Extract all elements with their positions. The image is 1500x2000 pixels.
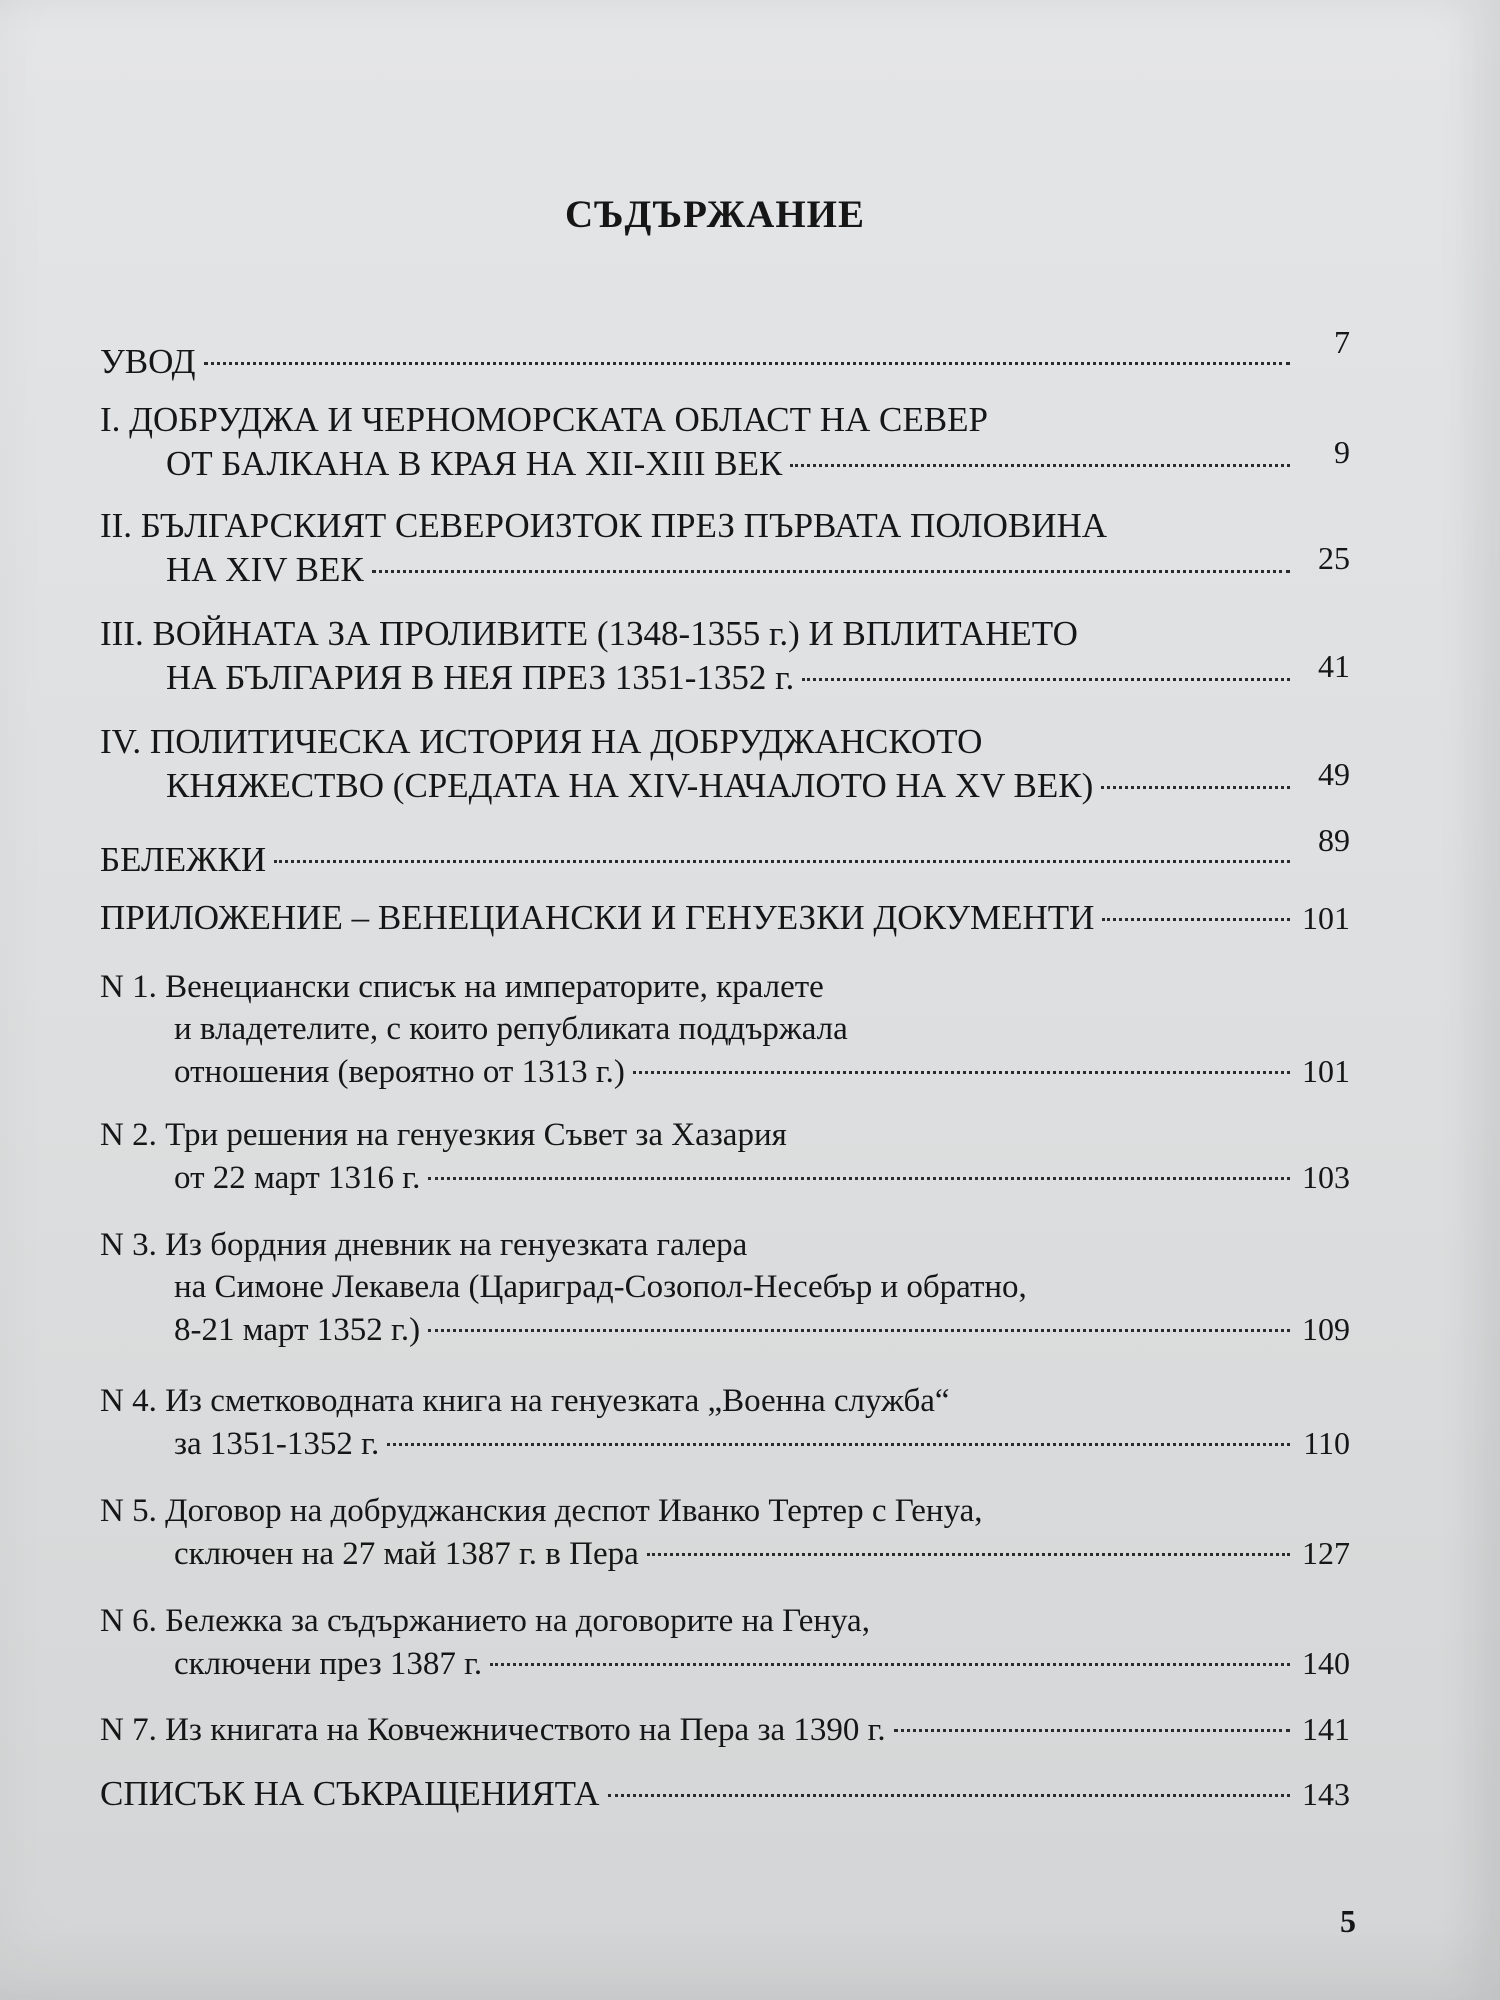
toc-page-number: 7 [1334, 324, 1350, 360]
toc-entry-title: N 6. Бележка за съдържанието на договорите на Генуа, [100, 1603, 870, 1639]
toc-line [100, 1490, 1350, 1532]
toc-line [100, 1156, 1350, 1199]
dot-leader [1102, 918, 1290, 921]
toc-page-number: 9 [1334, 434, 1350, 470]
dot-leader [633, 1071, 1290, 1074]
toc-page-number: 101 [1302, 1053, 1350, 1089]
toc-entry-chapter-2[interactable] [100, 504, 1350, 592]
toc-entry-title-continued: НА XIV ВЕК [166, 550, 364, 589]
toc-line [100, 504, 1350, 548]
dot-leader [490, 1663, 1290, 1666]
toc-entry-title: IV. ПОЛИТИЧЕСКА ИСТОРИЯ НА ДОБРУДЖАНСКОТО [100, 722, 983, 761]
toc-line [100, 1266, 1350, 1308]
dot-leader [802, 678, 1290, 681]
toc-entry-document-2[interactable] [100, 1114, 1350, 1199]
toc-line [100, 1708, 1350, 1751]
toc-line [100, 1642, 1350, 1685]
dot-leader [387, 1443, 1290, 1446]
toc-entry-chapter-4[interactable] [100, 720, 1350, 808]
toc-entry-title-continued: НА БЪЛГАРИЯ В НЕЯ ПРЕЗ 1351-1352 г. [166, 658, 795, 697]
toc-entry-title-continued: сключен на 27 май 1387 г. в Пера [174, 1536, 639, 1572]
toc-entry-title: СПИСЪК НА СЪКРАЩЕНИЯТА [100, 1774, 600, 1813]
toc-entry-title-continued: на Симоне Лекавела (Цариград-Созопол-Несебър и обратно, [174, 1269, 1027, 1305]
dot-leader [428, 1177, 1290, 1180]
dot-leader [428, 1329, 1290, 1332]
toc-entry-document-5[interactable] [100, 1490, 1350, 1575]
toc-entry-title-continued: за 1351-1352 г. [174, 1426, 380, 1462]
dot-leader [274, 860, 1290, 863]
toc-entry-title: ПРИЛОЖЕНИЕ – ВЕНЕЦИАНСКИ И ГЕНУЕЗКИ ДОКУМЕНТИ [100, 898, 1095, 937]
toc-page-number: 110 [1303, 1425, 1350, 1461]
toc-line [100, 822, 1350, 882]
toc-entry-title: N 2. Три решения на генуезкия Съвет за Хазария [100, 1117, 787, 1153]
toc-entry-title-continued: от 22 март 1316 г. [174, 1160, 421, 1196]
toc-entry-title: N 4. Из сметководната книга на генуезката „Военна служба“ [100, 1383, 950, 1419]
dot-leader [647, 1553, 1290, 1556]
toc-line [100, 1308, 1350, 1351]
toc-entry-document-3[interactable] [100, 1224, 1350, 1351]
toc-line [100, 1772, 1350, 1816]
toc-line [100, 540, 1350, 592]
toc-entry-title: N 5. Договор на добруджанския деспот Иванко Тертер с Генуа, [100, 1493, 983, 1529]
toc-entry-abbreviations[interactable] [100, 1772, 1350, 1816]
toc-entry-document-7[interactable] [100, 1708, 1350, 1751]
toc-entry-title: I. ДОБРУДЖА И ЧЕРНОМОРСКАТА ОБЛАСТ НА СЕВЕР [100, 400, 988, 439]
toc-page-number: 25 [1318, 540, 1350, 576]
toc-line [100, 1380, 1350, 1422]
dot-leader [1101, 786, 1290, 789]
toc-page-number: 101 [1302, 900, 1350, 936]
toc-entry-title: N 3. Из бордния дневник на генуезката галера [100, 1227, 748, 1263]
toc-entry-appendix[interactable] [100, 896, 1350, 940]
toc-line [100, 324, 1350, 384]
toc-line [100, 896, 1350, 940]
dot-leader [608, 1794, 1290, 1797]
toc-entry-document-6[interactable] [100, 1600, 1350, 1685]
toc-page-number: 41 [1318, 648, 1350, 684]
toc-entry-title-continued: КНЯЖЕСТВО (СРЕДАТА НА XIV-НАЧАЛОТО НА XV ВЕК) [166, 766, 1094, 805]
toc-line [100, 648, 1350, 700]
toc-line [100, 1114, 1350, 1156]
toc-page-number: 109 [1302, 1311, 1350, 1347]
toc-line [100, 434, 1350, 486]
dot-leader [372, 570, 1290, 573]
toc-entry-title-continued: ОТ БАЛКАНА В КРАЯ НА XII-XIII ВЕК [166, 444, 783, 483]
toc-entry-title-continued: отношения (вероятно от 1313 г.) [174, 1054, 625, 1090]
toc-line [100, 756, 1350, 808]
toc-entry-title: БЕЛЕЖКИ [100, 840, 267, 879]
toc-entry-title: II. БЪЛГАРСКИЯТ СЕВЕРОИЗТОК ПРЕЗ ПЪРВАТА ПОЛОВИНА [100, 506, 1108, 545]
toc-page-number: 49 [1318, 756, 1350, 792]
toc-line [100, 966, 1350, 1008]
toc-line [100, 1008, 1350, 1050]
toc-line [100, 612, 1350, 656]
toc-entry-title-continued: 8-21 март 1352 г.) [174, 1312, 421, 1348]
toc-page-number: 143 [1302, 1776, 1350, 1812]
toc-line [100, 1224, 1350, 1266]
toc-line [100, 398, 1350, 442]
toc-page-number: 127 [1302, 1535, 1350, 1571]
toc-page-number: 89 [1318, 822, 1350, 858]
page-number: 5 [1340, 1903, 1356, 1939]
dot-leader [790, 464, 1290, 467]
toc-line [100, 1422, 1350, 1465]
dot-leader [204, 362, 1290, 365]
toc-entry-title: III. ВОЙНАТА ЗА ПРОЛИВИТЕ (1348-1355 г.) И ВПЛИТАНЕТО [100, 614, 1078, 653]
toc-page-number: 141 [1302, 1711, 1350, 1747]
toc-entry-notes[interactable] [100, 822, 1350, 882]
dot-leader [894, 1729, 1290, 1732]
toc-line [100, 1532, 1350, 1575]
toc-line [100, 1050, 1350, 1093]
toc-line [100, 1600, 1350, 1642]
toc-entry-document-1[interactable] [100, 966, 1350, 1093]
toc-entry-chapter-1[interactable] [100, 398, 1350, 486]
toc-entry-title: N 1. Венециански списък на императорите, кралете [100, 969, 824, 1005]
toc-page-number: 103 [1302, 1159, 1350, 1195]
toc-entry-title: УВОД [100, 342, 196, 381]
toc-page-number: 140 [1302, 1645, 1350, 1681]
toc-entry-title-continued: сключени през 1387 г. [174, 1646, 483, 1682]
page-title: СЪДЪРЖАНИЕ [564, 193, 866, 236]
toc-entry-chapter-3[interactable] [100, 612, 1350, 700]
toc-entry-document-4[interactable] [100, 1380, 1350, 1465]
toc-entry-title: N 7. Из книгата на Ковчежничеството на Пера за 1390 г. [100, 1712, 886, 1748]
toc-entry-title-continued: и владетелите, с които републиката поддържала [174, 1011, 848, 1047]
toc-entry-intro[interactable] [100, 324, 1350, 384]
toc-line [100, 720, 1350, 764]
